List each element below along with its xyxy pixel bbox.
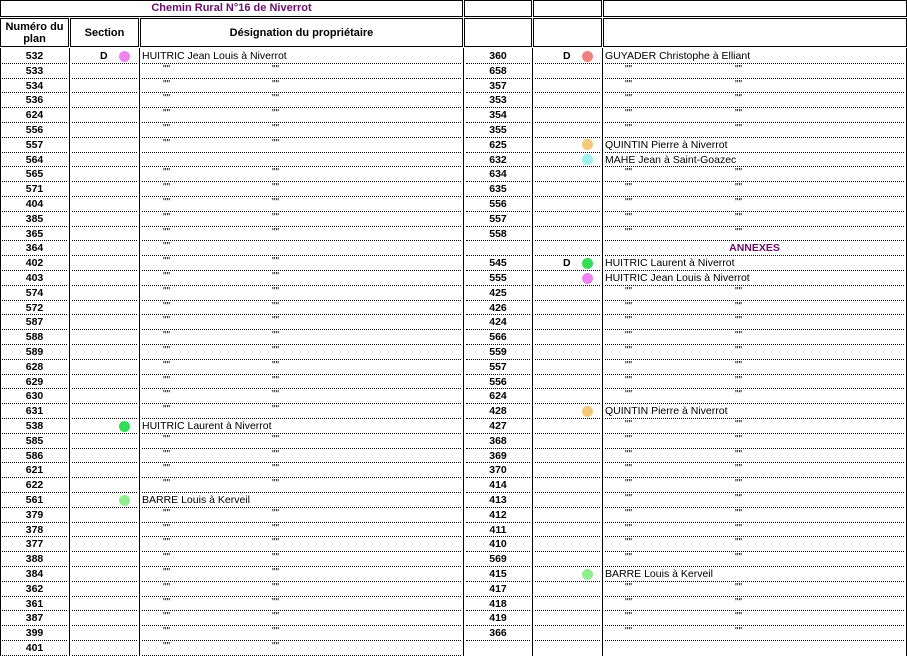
ditto-mark: "" — [163, 641, 171, 652]
plan-number: 378 — [25, 523, 44, 536]
plan-number: 658 — [489, 64, 507, 77]
ditto-mark: "" — [272, 300, 280, 312]
red-dot-icon — [582, 51, 593, 62]
ditto-mark: "" — [735, 123, 743, 134]
plan-number: 354 — [489, 109, 507, 122]
plan-number: 559 — [489, 346, 507, 358]
plan-number: 533 — [25, 64, 44, 77]
ditto-mark: "" — [735, 211, 743, 223]
section-letter: D — [100, 50, 108, 62]
plan-number: 388 — [25, 553, 44, 566]
ditto-mark: "" — [272, 389, 280, 401]
plan-number: 413 — [489, 494, 507, 506]
table-row — [0, 315, 907, 330]
plan-number: 361 — [25, 597, 44, 610]
plan-number: 366 — [489, 627, 507, 640]
plan-number: 630 — [25, 390, 44, 403]
plan-number — [464, 241, 532, 256]
ditto-mark: "" — [272, 182, 280, 194]
owner-name: HUITRIC Laurent à Niverrot — [605, 257, 735, 270]
table-row — [0, 404, 907, 419]
table-row — [0, 552, 907, 567]
plan-number: 572 — [25, 301, 44, 314]
ditto-mark: "" — [735, 226, 743, 238]
ditto-mark: "" — [735, 611, 743, 623]
ditto-mark: "" — [735, 78, 743, 90]
ditto-mark: "" — [735, 63, 743, 75]
ditto-mark: "" — [625, 552, 633, 564]
ditto-mark: "" — [163, 611, 171, 623]
table-row — [0, 345, 907, 360]
owner-name: QUINTIN Pierre à Niverrot — [605, 405, 728, 418]
ditto-mark: "" — [272, 537, 280, 549]
header-blank-3 — [603, 0, 907, 17]
ditto-mark: "" — [163, 596, 171, 608]
ditto-mark: "" — [272, 226, 280, 238]
plan-number: 417 — [489, 582, 507, 595]
plan-number: 419 — [489, 612, 507, 625]
ditto-mark: "" — [272, 167, 280, 179]
ditto-mark: "" — [272, 581, 280, 593]
plan-number: 624 — [25, 109, 44, 122]
plan-number: 628 — [25, 360, 44, 373]
ditto-mark: "" — [735, 374, 743, 386]
ditto-mark: "" — [625, 581, 633, 593]
plan-number: 629 — [25, 375, 44, 388]
ditto-mark: "" — [735, 197, 743, 208]
table-row — [0, 360, 907, 375]
plan-number: 566 — [489, 331, 507, 344]
row-separator — [535, 640, 600, 641]
plan-number: 536 — [25, 94, 44, 107]
plan-number: 385 — [25, 212, 44, 225]
column-header-blank-plan — [464, 18, 532, 47]
ditto-mark: "" — [272, 404, 280, 416]
plan-number: 411 — [489, 523, 507, 536]
plan-number: 555 — [489, 272, 507, 284]
table-row — [0, 611, 907, 626]
ditto-mark: "" — [272, 211, 280, 223]
plan-number: 622 — [25, 479, 44, 492]
table-row — [0, 389, 907, 404]
plan-number: 404 — [25, 198, 44, 210]
plan-number: 557 — [489, 212, 507, 225]
ditto-mark: "" — [625, 419, 633, 430]
ditto-mark: "" — [625, 359, 633, 371]
annexes-heading: ANNEXES — [729, 242, 780, 255]
plan-number: 414 — [489, 479, 507, 492]
ditto-mark: "" — [735, 419, 743, 430]
table-row — [0, 212, 907, 227]
column-header-plan: Numéro du plan — [0, 18, 69, 47]
table-row — [0, 626, 907, 641]
ditto-mark: "" — [735, 433, 743, 445]
plan-number: 402 — [25, 257, 44, 270]
table-row — [0, 493, 907, 508]
ditto-mark: "" — [163, 167, 171, 179]
ditto-mark: "" — [735, 359, 743, 371]
ditto-mark: "" — [625, 197, 633, 208]
section-letter: D — [563, 257, 571, 270]
row-separator — [605, 640, 904, 641]
column-header-owner: Désignation du propriétaire — [140, 18, 463, 47]
table-row — [0, 271, 907, 286]
ditto-mark: "" — [272, 78, 280, 90]
ditto-mark: "" — [625, 389, 633, 401]
table-row — [0, 49, 907, 64]
ditto-mark: "" — [735, 93, 743, 105]
column-header-section: Section — [70, 18, 139, 47]
section-letter: D — [563, 50, 571, 62]
table-row — [0, 582, 907, 597]
ditto-mark: "" — [163, 137, 171, 149]
ditto-mark: "" — [625, 108, 633, 120]
plan-number: 556 — [489, 198, 507, 210]
ditto-mark: "" — [272, 567, 280, 578]
ditto-mark: "" — [625, 167, 633, 179]
ditto-mark: "" — [272, 197, 280, 208]
owner-name: HUITRIC Laurent à Niverrot — [142, 420, 272, 432]
table-row — [0, 508, 907, 523]
ditto-mark: "" — [272, 478, 280, 490]
ditto-mark: "" — [272, 137, 280, 149]
ditto-mark: "" — [625, 596, 633, 608]
ditto-mark: "" — [163, 211, 171, 223]
lightgreen-dot-icon — [582, 569, 593, 580]
ditto-mark: "" — [625, 522, 633, 534]
ditto-mark: "" — [735, 581, 743, 593]
table-row — [0, 241, 907, 256]
table-row — [0, 153, 907, 168]
plan-number: 569 — [489, 553, 507, 566]
table-row — [0, 167, 907, 182]
plan-number: 412 — [489, 508, 507, 521]
ditto-mark: "" — [735, 167, 743, 179]
ditto-mark: "" — [735, 448, 743, 460]
plan-number: 369 — [489, 449, 507, 462]
plan-number: 631 — [25, 405, 44, 418]
table-row — [0, 478, 907, 493]
plan-number: 556 — [489, 375, 507, 388]
ditto-mark: "" — [163, 93, 171, 105]
table-row — [0, 64, 907, 79]
orange-dot-icon — [582, 139, 593, 150]
ditto-mark: "" — [272, 123, 280, 134]
plan-number: 624 — [489, 390, 507, 403]
ditto-mark: "" — [163, 581, 171, 593]
plan-number: 538 — [25, 420, 44, 432]
plan-number: 377 — [25, 538, 44, 551]
ditto-mark: "" — [625, 63, 633, 75]
ditto-mark: "" — [735, 507, 743, 519]
ditto-mark: "" — [272, 108, 280, 120]
plan-number: 365 — [25, 227, 44, 240]
ditto-mark: "" — [163, 552, 171, 564]
ditto-mark: "" — [272, 256, 280, 268]
ditto-mark: "" — [735, 182, 743, 194]
ditto-mark: "" — [163, 374, 171, 386]
owner-name: HUITRIC Jean Louis à Niverrot — [142, 50, 287, 62]
ditto-mark: "" — [272, 374, 280, 386]
ditto-mark: "" — [163, 626, 171, 638]
ditto-mark: "" — [163, 197, 171, 208]
plan-number: 360 — [489, 50, 507, 62]
plan-number: 427 — [489, 420, 507, 432]
owner-name: MAHE Jean à Saint-Goazec — [605, 153, 737, 166]
ditto-mark: "" — [163, 226, 171, 238]
header-blank-1 — [464, 0, 532, 17]
ditto-mark: "" — [163, 478, 171, 490]
plan-number: 355 — [489, 124, 507, 136]
plan-number: 403 — [25, 272, 44, 284]
table-row — [0, 419, 907, 434]
ditto-mark: "" — [272, 433, 280, 445]
ditto-mark: "" — [625, 537, 633, 549]
ditto-mark: "" — [163, 567, 171, 578]
ditto-mark: "" — [163, 63, 171, 75]
plan-number: 410 — [489, 538, 507, 551]
plan-number: 426 — [489, 301, 507, 314]
table-row — [0, 301, 907, 316]
ditto-mark: "" — [163, 359, 171, 371]
plan-number: 545 — [489, 257, 507, 270]
ditto-mark: "" — [272, 63, 280, 75]
table-row — [0, 330, 907, 345]
ditto-mark: "" — [625, 123, 633, 134]
ditto-mark: "" — [625, 226, 633, 238]
table-row — [0, 123, 907, 138]
ditto-mark: "" — [163, 507, 171, 519]
ditto-mark: "" — [735, 478, 743, 490]
table-row — [0, 108, 907, 123]
plan-number: 586 — [25, 449, 44, 462]
table-row — [0, 197, 907, 212]
ditto-mark: "" — [163, 537, 171, 549]
ditto-mark: "" — [625, 285, 633, 297]
plan-number: 571 — [25, 183, 44, 196]
ditto-mark: "" — [735, 493, 743, 504]
ditto-mark: "" — [735, 285, 743, 297]
table-row — [0, 182, 907, 197]
ditto-mark: "" — [272, 552, 280, 564]
ditto-mark: "" — [163, 522, 171, 534]
ditto-mark: "" — [272, 271, 280, 282]
plan-number: 357 — [489, 79, 507, 92]
ditto-mark: "" — [735, 300, 743, 312]
ditto-mark: "" — [735, 345, 743, 356]
ditto-mark: "" — [163, 345, 171, 356]
plan-number: 415 — [489, 568, 507, 580]
plan-number: 425 — [489, 286, 507, 299]
ditto-mark: "" — [735, 463, 743, 475]
plan-number: 384 — [25, 568, 44, 580]
plan-number: 401 — [25, 642, 44, 654]
cyan-dot-icon — [582, 154, 593, 165]
ditto-mark: "" — [163, 256, 171, 268]
ditto-mark: "" — [163, 123, 171, 134]
plan-number: 428 — [489, 405, 507, 418]
owner-name: GUYADER Christophe à Elliant — [605, 50, 751, 62]
owner-name: QUINTIN Pierre à Niverrot — [605, 138, 728, 151]
table-row — [0, 567, 907, 582]
plan-number: 574 — [25, 286, 44, 299]
table-row — [0, 434, 907, 449]
ditto-mark: "" — [625, 315, 633, 327]
plan-number: 564 — [25, 153, 44, 166]
ditto-mark: "" — [625, 93, 633, 105]
plan-number: 362 — [25, 582, 44, 595]
plan-number: 418 — [489, 597, 507, 610]
ditto-mark: "" — [735, 315, 743, 327]
ditto-mark: "" — [163, 404, 171, 416]
ditto-mark: "" — [735, 552, 743, 564]
ditto-mark: "" — [625, 626, 633, 638]
column-header-blank-owner — [603, 18, 907, 47]
plan-number: 532 — [25, 50, 44, 62]
plan-number: 632 — [489, 153, 507, 166]
plan-number: 558 — [489, 227, 507, 240]
ditto-mark: "" — [625, 507, 633, 519]
plan-number: 368 — [489, 434, 507, 447]
ditto-mark: "" — [163, 448, 171, 460]
ditto-mark: "" — [272, 330, 280, 342]
plan-number: 621 — [25, 464, 44, 477]
ditto-mark: "" — [163, 463, 171, 475]
ditto-mark: "" — [625, 300, 633, 312]
ditto-mark: "" — [272, 641, 280, 652]
ditto-mark: "" — [163, 241, 171, 253]
ditto-mark: "" — [625, 611, 633, 623]
column-header-blank-section — [533, 18, 602, 47]
ditto-mark: "" — [625, 211, 633, 223]
plan-number: 353 — [489, 94, 507, 107]
plan-number: 370 — [489, 464, 507, 477]
table-row — [0, 537, 907, 552]
ditto-mark: "" — [163, 389, 171, 401]
ditto-mark: "" — [735, 522, 743, 534]
plan-number: 587 — [25, 316, 44, 329]
green-dot-icon — [582, 258, 593, 269]
ditto-mark: "" — [735, 626, 743, 638]
table-row — [0, 256, 907, 271]
ditto-mark: "" — [272, 285, 280, 297]
ditto-mark: "" — [625, 493, 633, 504]
plan-number: 534 — [25, 79, 44, 92]
ditto-mark: "" — [272, 315, 280, 327]
table-row — [0, 93, 907, 108]
plan-number: 565 — [25, 168, 44, 181]
ditto-mark: "" — [163, 182, 171, 194]
table-row — [0, 449, 907, 464]
plan-number: 585 — [25, 434, 44, 447]
table-row — [0, 138, 907, 153]
owner-name: BARRE Louis à Kerveil — [142, 494, 250, 506]
ditto-mark: "" — [272, 345, 280, 356]
document-title: Chemin Rural N°16 de Niverrot — [0, 0, 463, 17]
ditto-mark: "" — [625, 345, 633, 356]
ditto-mark: "" — [272, 448, 280, 460]
table-row — [0, 286, 907, 301]
ditto-mark: "" — [163, 108, 171, 120]
ditto-mark: "" — [272, 93, 280, 105]
ditto-mark: "" — [272, 522, 280, 534]
plan-number: 387 — [25, 612, 44, 625]
ditto-mark: "" — [272, 359, 280, 371]
plan-number: 379 — [25, 508, 44, 521]
ditto-mark: "" — [272, 611, 280, 623]
plan-number: 625 — [489, 138, 507, 151]
owner-name: HUITRIC Jean Louis à Niverrot — [605, 272, 750, 284]
table-row — [0, 463, 907, 478]
ditto-mark: "" — [625, 330, 633, 342]
ditto-mark: "" — [163, 271, 171, 282]
plan-number: 635 — [489, 183, 507, 196]
header-blank-2 — [533, 0, 602, 17]
ditto-mark: "" — [735, 537, 743, 549]
ditto-mark: "" — [625, 448, 633, 460]
plan-number: 561 — [25, 494, 44, 506]
orange-dot-icon — [582, 406, 593, 417]
ditto-mark: "" — [272, 626, 280, 638]
ditto-mark: "" — [163, 78, 171, 90]
plan-number: 424 — [489, 316, 507, 329]
table-row — [0, 375, 907, 390]
ditto-mark: "" — [163, 330, 171, 342]
plan-number: 557 — [25, 138, 44, 151]
ditto-mark: "" — [163, 285, 171, 297]
ditto-mark: "" — [735, 596, 743, 608]
ditto-mark: "" — [163, 315, 171, 327]
ditto-mark: "" — [625, 478, 633, 490]
ditto-mark: "" — [625, 78, 633, 90]
table-row — [0, 227, 907, 242]
pink-dot-icon — [582, 273, 593, 284]
ditto-mark: "" — [735, 330, 743, 342]
plan-number: 557 — [489, 360, 507, 373]
table-row — [0, 597, 907, 612]
owner-name: BARRE Louis à Kerveil — [605, 568, 713, 580]
plan-number: 364 — [25, 242, 44, 255]
plan-number: 588 — [25, 331, 44, 344]
ditto-mark: "" — [735, 108, 743, 120]
ditto-mark: "" — [272, 463, 280, 475]
plan-number: 556 — [25, 124, 44, 136]
plan-number: 399 — [25, 627, 44, 640]
ditto-mark: "" — [625, 433, 633, 445]
ditto-mark: "" — [625, 463, 633, 475]
ditto-mark: "" — [625, 182, 633, 194]
ditto-mark: "" — [163, 433, 171, 445]
ditto-mark: "" — [272, 596, 280, 608]
ditto-mark: "" — [163, 300, 171, 312]
plan-number: 634 — [489, 168, 507, 181]
table-row — [0, 523, 907, 538]
ditto-mark: "" — [625, 374, 633, 386]
table-row — [0, 79, 907, 94]
ditto-mark: "" — [735, 389, 743, 401]
plan-number: 589 — [25, 346, 44, 358]
ditto-mark: "" — [272, 507, 280, 519]
table-row — [0, 641, 907, 656]
